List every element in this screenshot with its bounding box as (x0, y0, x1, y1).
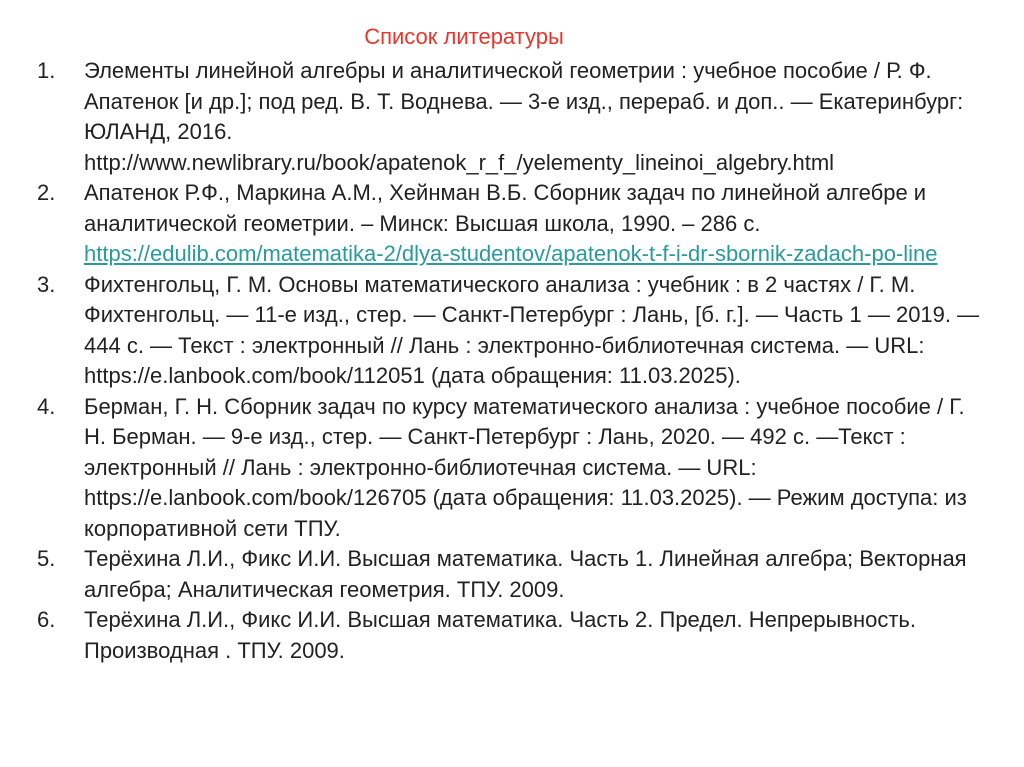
reference-text: Апатенок Р.Ф., Маркина А.М., Хейнман В.Б. Сборник задач по линейной алгебре и аналитической геометрии. – Минск: Высшая школа, 1990. – 286 с. (84, 180, 927, 236)
reference-text: Терёхина Л.И., Фикс И.И. Высшая математика. Часть 1. Линейная алгебра; Векторная алгебра; Аналитическая геометрия. ТПУ. 2009. (84, 546, 967, 602)
reference-number: 2. (37, 180, 56, 205)
reference-item (0, 56, 1024, 178)
reference-item (0, 270, 1024, 392)
reference-item (0, 392, 1024, 545)
reference-number: 5. (37, 546, 56, 571)
page-title (0, 23, 1024, 51)
reference-text: Фихтенгольц, Г. М. Основы математического анализа : учебник : в 2 частях / Г. М. Фихтенгольц. — 11-е изд., стер. — Санкт-Петербург : Лань, [б. г.]. — Часть 1 — 2019. — 444 с. — Текст : электронный // Лань : электронно-библиотечная система. — URL: https://e.lanbook.com/book/112051 (дата обращения: 11.03.2025). (84, 271, 980, 388)
reference-text: Терёхина Л.И., Фикс И.И. Высшая математика. Часть 2. Предел. Непрерывность. Производная . ТПУ. 2009. (84, 607, 916, 663)
reference-text: Элементы линейной алгебры и аналитической геометрии : учебное пособие / Р. Ф. Апатенок [и др.]; под ред. В. Т. Воднева. — 3-е изд., перераб. и доп.. — Екатеринбург: ЮЛАНД, 2016. http://www.newlibrary.ru/book/apatenok_r_f_/yelementy_lineinoi_algebry.html (84, 58, 964, 175)
reference-item (0, 544, 1024, 605)
reference-link[interactable]: https://edulib.com/matematika-2/dlya-studentov/apatenok-t-f-i-dr-sbornik-zadach-po-line (84, 241, 938, 266)
reference-item (0, 605, 1024, 666)
page-title-text: Список литературы (364, 24, 564, 49)
reference-number: 3. (37, 271, 56, 297)
reference-number: 6. (37, 607, 56, 632)
reference-number: 1. (37, 58, 56, 83)
reference-list (0, 56, 1024, 666)
reference-text: Берман, Г. Н. Сборник задач по курсу математического анализа : учебное пособие / Г. Н. Берман. — 9-е изд., стер. — Санкт-Петербург : Лань, 2020. — 492 с. —Текст : электронный // Лань : электронно-библиотечная система. — URL: https://e.lanbook.com/book/126705 (дата обращения: 11.03.2025). — Режим доступа: из корпоративной сети ТПУ. (84, 393, 967, 541)
reference-item (0, 178, 1024, 270)
reference-number: 4. (37, 393, 56, 419)
